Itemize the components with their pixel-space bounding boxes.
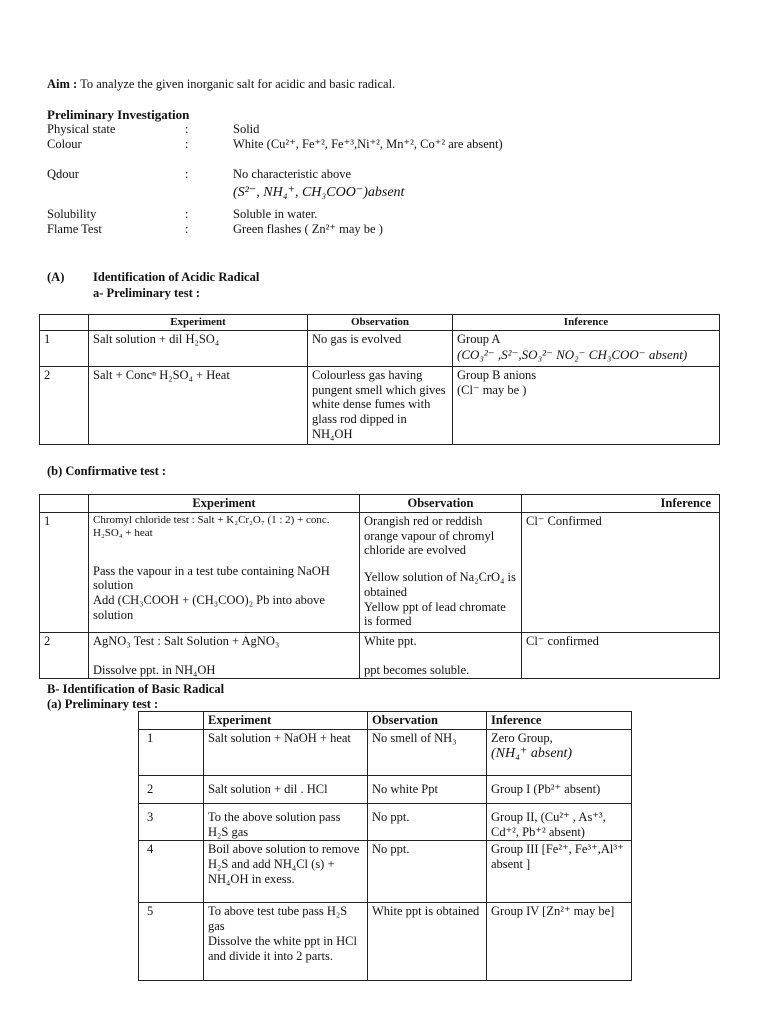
experiment-step: Chromyl chloride test : Salt + K₂Cr₂O₇ (1 : 2) + conc. H₂SO₄ + heat [93,513,330,539]
basic-radical-sub: (a) Preliminary test : [47,697,159,711]
prelim-value: No characteristic above [233,167,351,181]
prelim-key: Flame Test [47,222,102,236]
aim-text: To analyze the given inorganic salt for acidic and basic radical. [80,77,396,91]
confirmative-title: (b) Confirmative test : [47,464,167,478]
table-cell-inference [487,729,632,775]
table-cell-inference: Group III [Fe²⁺, Fe³⁺,Al³⁺ absent ] [487,841,632,903]
inference-detail: (Cl⁻ may be ) [457,382,527,397]
table-cell-experiment [89,512,360,632]
table-header-observation: Observation [368,712,487,730]
table-cell-observation: No ppt. [368,841,487,903]
prelim-colon: : [185,137,189,151]
prelim-key: Colour [47,137,82,151]
table-cell-experiment: Salt solution + dil H₂SO₄ [89,330,308,366]
table-row [40,330,720,366]
table-cell-observation: White ppt is obtained [368,903,487,981]
table-header-experiment: Experiment [204,712,368,730]
table-header-row [40,495,720,513]
experiment-step: To above test tube pass H₂S gas [208,904,348,933]
acidic-confirm-table [39,494,720,679]
table-cell-observation: Colourless gas having pungent smell which gives white dense fumes with glass rod dipped in NH₄OH [308,366,453,444]
table-cell-num: 1 [139,729,204,775]
table-header-row [139,712,632,730]
prelim-odour-absent: (S²⁻, NH₄⁺, CH₃COO⁻)absent [233,185,405,200]
prelim-value: Green flashes ( Zn²⁺ may be ) [233,222,383,236]
table-cell-observation [360,632,522,679]
table-cell-experiment [89,632,360,679]
section-a-label: (A) [47,270,65,284]
prelim-key: Qdour [47,167,79,181]
table-cell-inference: Group IV [Zn²⁺ may be] [487,903,632,981]
table-header-inference: Inference [522,495,720,513]
table-cell-num: 5 [139,903,204,981]
table-cell-inference: Cl⁻ confirmed [522,632,720,679]
table-header-observation: Observation [360,495,522,513]
table-cell-num: 2 [40,632,89,679]
experiment-step: Add (CH₃COOH + (CH₃COO)₂ Pb into above solution [93,593,325,622]
experiment-step: AgNO₃ Test : Salt Solution + AgNO₃ [93,633,280,648]
basic-radical-title: B- Identification of Basic Radical [47,682,225,696]
experiment-step: Dissolve the white ppt in HCl and divide it into 2 parts. [208,933,357,963]
inference-main: Group A [457,331,501,346]
table-cell-experiment: Salt + Concⁿ H₂SO₄ + Heat [89,366,308,444]
table-header-experiment: Experiment [89,495,360,513]
inference-main: Group B anions [457,367,537,382]
observation-step: Yellow ppt of lead chromate is formed [364,599,506,629]
table-row [139,841,632,903]
table-header-row [40,315,720,331]
table-cell-observation: No white Ppt [368,775,487,803]
observation-step: Yellow solution of Na₂CrO₄ is obtained [364,570,516,599]
inference-main: Zero Group, [491,730,553,745]
table-header-num [40,495,89,513]
inference-detail: (NH₄⁺ absent) [491,745,573,761]
observation-step: White ppt. [364,633,417,648]
prelim-value: White (Cu²⁺, Fe⁺², Fe⁺³,Ni⁺², Mn⁺², Co⁺² are absent) [233,137,503,151]
experiment-step: Dissolve ppt. in NH₄OH [93,662,216,677]
aim-label: Aim : [47,77,78,91]
table-cell-num: 2 [40,366,89,444]
table-cell-inference [453,330,720,366]
table-cell-inference: Group II, (Cu²⁺ , As⁺³, Cd⁺², Pb⁺² absent) [487,803,632,841]
prelim-value: Soluble in water. [233,207,318,221]
table-cell-num: 3 [139,803,204,841]
prelim-title: Preliminary Investigation [47,107,190,122]
prelim-colon: : [185,222,189,236]
table-header-num [139,712,204,730]
prelim-key: Solubility [47,207,97,221]
table-cell-experiment: Salt solution + NaOH + heat [204,729,368,775]
inference-detail: (CO₃²⁻ ,S²⁻,SO₃²⁻ NO₂⁻ CH₃COO⁻ absent) [457,346,688,362]
prelim-key: Physical state [47,122,116,136]
table-row [139,903,632,981]
basic-prelim-table [138,711,632,981]
table-cell-experiment [204,903,368,981]
table-cell-inference: Cl⁻ Confirmed [522,512,720,632]
table-header-num [40,315,89,331]
table-header-inference: Inference [453,315,720,331]
table-cell-inference: Group I (Pb²⁺ absent) [487,775,632,803]
table-row [139,803,632,841]
section-a-title: Identification of Acidic Radical [93,270,260,284]
table-cell-experiment: Salt solution + dil . HCl [204,775,368,803]
experiment-step: Pass the vapour in a test tube containing NaOH solution [93,563,330,593]
table-cell-observation: No smell of NH₃ [368,729,487,775]
section-a-sub: a- Preliminary test : [93,286,201,300]
table-row [40,632,720,679]
table-cell-experiment: To the above solution pass H₂S gas [204,803,368,841]
table-cell-inference [453,366,720,444]
table-header-observation: Observation [308,315,453,331]
table-cell-experiment: Boil above solution to remove H₂S and add NH₄Cl (s) + NH₄OH in exess. [204,841,368,903]
table-cell-observation: No ppt. [368,803,487,841]
observation-step: ppt becomes soluble. [364,662,470,677]
table-cell-observation [360,512,522,632]
table-header-experiment: Experiment [89,315,308,331]
table-cell-num: 2 [139,775,204,803]
table-header-inference: Inference [487,712,632,730]
table-row [139,729,632,775]
prelim-colon: : [185,167,189,181]
aim-line [47,77,395,92]
prelim-colon: : [185,207,189,221]
table-cell-num: 1 [40,512,89,632]
table-cell-num: 4 [139,841,204,903]
acidic-prelim-table [39,314,720,445]
table-cell-observation: No gas is evolved [308,330,453,366]
table-cell-num: 1 [40,330,89,366]
observation-step: Orangish red or reddish orange vapour of chromyl chloride are evolved [364,513,495,558]
prelim-value: Solid [233,122,260,136]
table-row [139,775,632,803]
table-row [40,512,720,632]
prelim-colon: : [185,122,189,136]
table-row [40,366,720,444]
